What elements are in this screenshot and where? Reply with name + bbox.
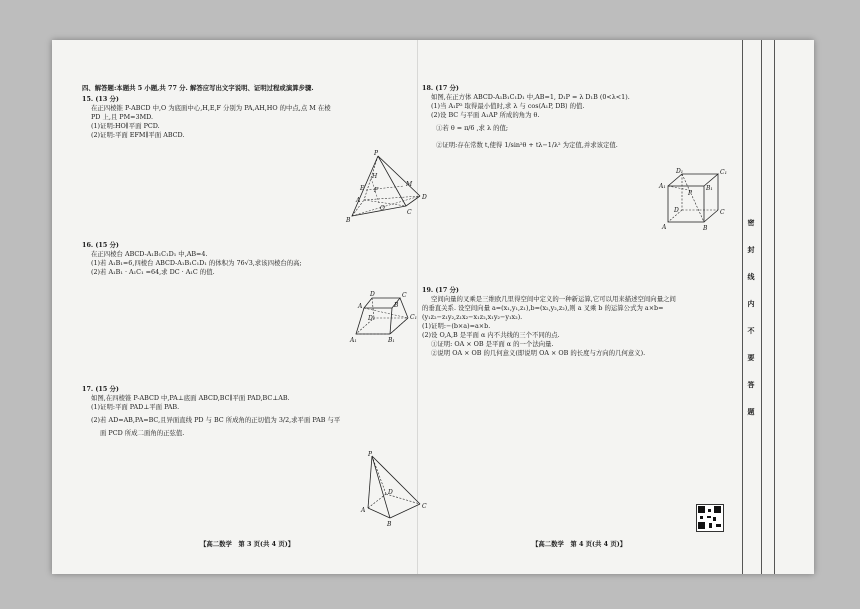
- q17-pyramid-figure: [360, 450, 430, 528]
- q19-line: (y₁z₂−z₁y₂,z₁x₂−x₁z₂,x₁y₂−y₁x₂).: [422, 313, 523, 321]
- q19-line: 空间向量的叉乘是三维欧几里得空间中定义的一种新运算,它可以用来描述空间向量之间: [431, 295, 676, 303]
- q18-label: P: [688, 190, 693, 197]
- seal-char: 封: [747, 246, 755, 254]
- q19-line: 的垂直关系. 设空间向量 a=(x₁,y₁,z₁),b=(x₂,y₂,z₂),则 a 叉乘 b 的运算公式为 a×b=: [422, 304, 664, 312]
- q16-label: B: [394, 302, 399, 309]
- question-19: [422, 286, 676, 358]
- question-18: [422, 84, 630, 150]
- q19-head: 19. (17 分): [422, 286, 459, 294]
- seal-char: 密: [747, 219, 755, 227]
- right-page-footer: 【高二数学 第 4 页(共 4 页)】: [532, 540, 627, 548]
- exam-sheet: [52, 40, 814, 574]
- q15-label: A: [356, 197, 361, 204]
- seal-char: 题: [747, 408, 755, 416]
- q18-label: D: [674, 207, 679, 214]
- left-page-footer: 【高二数学 第 3 页(共 4 页)】: [200, 540, 295, 548]
- q16-head: 16. (15 分): [82, 241, 119, 249]
- q19-line: (2)设 O,A,B 是平面 α 内不共线的三个不同的点.: [422, 331, 560, 339]
- q18-label: B₁: [706, 185, 713, 192]
- question-16: [82, 241, 302, 277]
- q17-line: 如图,在四棱锥 P-ABCD 中,PA⊥底面 ABCD,BC∥平面 PAD,BC⊥AB.: [91, 394, 290, 402]
- q18-label: C₁: [720, 169, 727, 176]
- q16-label: A₁: [350, 337, 357, 344]
- q16-label: B₁: [388, 337, 395, 344]
- q15-label: F: [374, 187, 379, 194]
- q15-line: (1)证明:HO∥平面 PCD.: [91, 122, 160, 130]
- q15-label: D: [422, 194, 427, 201]
- q16-line: 在正四棱台 ABCD-A₁B₁C₁D₁ 中,AB=4.: [91, 250, 208, 258]
- q15-line: PD 上,且 PM=3MD.: [91, 113, 154, 121]
- q19-line: ②说明 OA × OB 的几何意义(即说明 OA × OB 的长度与方向的几何意义).: [431, 349, 646, 357]
- q15-pyramid-figure: [344, 148, 430, 230]
- q18-label: B: [703, 225, 708, 232]
- q18-line: (1)当 A₁P² 取得最小值时,求 λ 与 cos⟨A₁P, DB⟩ 的值.: [431, 102, 585, 110]
- q19-line: ①证明: OA × OB 是平面 α 的一个法向量.: [431, 340, 554, 348]
- q15-label: M: [406, 181, 413, 188]
- q17-label: D: [388, 489, 393, 496]
- q17-label: P: [368, 451, 373, 458]
- right-page: [422, 40, 738, 574]
- q17-head: 17. (15 分): [82, 385, 119, 393]
- q15-label: H: [372, 173, 378, 180]
- seal-char: 线: [747, 273, 755, 281]
- q16-label: D₁: [368, 315, 376, 322]
- q15-line: 在正四棱锥 P-ABCD 中,O 为底面中心,H,E,F 分别为 PA,AH,HO 的中点,点 M 在棱: [91, 104, 331, 112]
- q16-label: A: [358, 303, 363, 310]
- binding-margin: [760, 40, 775, 574]
- question-15: [82, 95, 331, 140]
- q18-label: C: [720, 209, 725, 216]
- qr-code-icon: [696, 504, 724, 532]
- q15-head: 15. (13 分): [82, 95, 119, 103]
- q16-label: C: [402, 292, 407, 299]
- q16-label: C₁: [410, 314, 417, 321]
- question-17: [82, 385, 340, 438]
- q16-line: (1)若 A₁B₁=6,四棱台 ABCD-A₁B₁C₁D₁ 的体积为 76√3,求该四棱台的高;: [91, 259, 302, 267]
- q15-label: C: [407, 209, 412, 216]
- q16-label: D: [370, 291, 375, 298]
- q18-line: ②证明:存在常数 t,使得 1/sin²θ + tλ−1/λ² 为定值,并求该定值.: [436, 141, 618, 149]
- q18-line: (2)设 BC 与平面 A₁AP 所成的角为 θ.: [431, 111, 540, 119]
- q18-head: 18. (17 分): [422, 84, 459, 92]
- seal-char: 内: [747, 300, 755, 308]
- q18-label: A: [662, 224, 667, 231]
- q18-line: 如图,在正方体 ABCD-A₁B₁C₁D₁ 中,AB=1, D₁P = λ D₁B (0<λ<1).: [431, 93, 630, 101]
- left-page: [82, 40, 427, 574]
- section-title: 四、解答题:本题共 5 小题,共 77 分. 解答应写出文字说明、证明过程或演算步骤.: [82, 84, 314, 92]
- q17-label: C: [422, 503, 427, 510]
- q15-label: O: [380, 205, 385, 212]
- q18-label: D₁: [676, 168, 684, 175]
- q18-label: A₁: [659, 183, 666, 190]
- q18-cube-figure: [658, 166, 736, 236]
- q17-label: A: [361, 507, 366, 514]
- seal-char: 要: [747, 354, 755, 362]
- seal-char: 不: [747, 327, 755, 335]
- q18-line: ①若 θ = π/6 ,求 λ 的值;: [436, 124, 508, 132]
- q17-line: (1)证明:平面 PAD⊥平面 PAB.: [91, 403, 180, 411]
- q16-frustum-figure: [348, 288, 428, 346]
- q17-label: B: [387, 521, 392, 528]
- q15-line: (2)证明:平面 EFM∥平面 ABCD.: [91, 131, 185, 139]
- q17-line: (2)若 AD=AB,PA=BC,且异面直线 PD 与 BC 所成角的正切值为 3/2,求平面 PAB 与平: [91, 416, 341, 424]
- q19-line: (1)证明:−(b×a)=a×b.: [422, 322, 491, 330]
- q17-line: 面 PCD 所成二面角的正弦值.: [100, 429, 185, 437]
- q16-line: (2)若 A₁B₁ · A₁C₁ =64,求 DC · A₁C 的值.: [91, 268, 215, 276]
- seal-char: 答: [747, 381, 755, 389]
- q15-label: E: [360, 185, 365, 192]
- q15-label: B: [346, 217, 351, 224]
- q15-label: P: [374, 150, 379, 157]
